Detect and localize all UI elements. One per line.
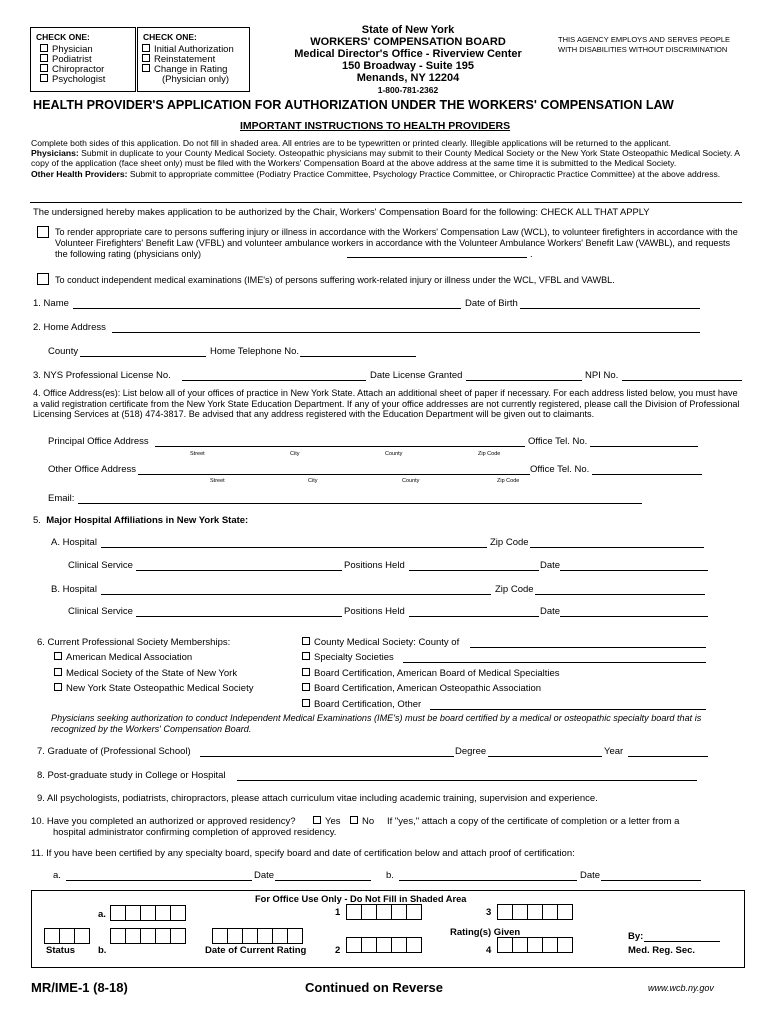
board-b-date-field[interactable] — [601, 880, 701, 881]
status-label: Status — [46, 945, 76, 956]
hospital-a-zip-label: Zip Code — [490, 537, 529, 548]
cv-instruction: 9. All psychologists, podiatrists, chiropractors, please attach curriculum vitae including academic training, supervision and experience. — [37, 793, 598, 804]
hospital-affiliations-heading: 5. Major Hospital Affiliations in New York State: — [33, 515, 249, 526]
checkbox-residency-no[interactable]: No — [350, 816, 374, 827]
specialty-board-question: 11. If you have been certified by any specialty board, specify board and date of certification below and attach proof of certification: — [31, 848, 575, 859]
board-b-label: b. — [386, 870, 394, 881]
checkbox-podiatrist[interactable]: Podiatrist — [40, 54, 92, 65]
instructions-heading: IMPORTANT INSTRUCTIONS TO HEALTH PROVIDERS — [240, 120, 511, 132]
license-label: 3. NYS Professional License No. — [33, 370, 171, 381]
rating-1-label: 1 — [335, 907, 341, 918]
board-a-field[interactable] — [66, 880, 252, 881]
rating-3-label: 3 — [486, 907, 492, 918]
check-one-label: CHECK ONE: — [36, 32, 90, 42]
county-field[interactable] — [80, 356, 206, 357]
ratings-given-label: Rating(s) Given — [450, 927, 521, 938]
non-discrimination-notice: THIS AGENCY EMPLOYS AND SERVES PEOPLE WITH DISABILITIES WITHOUT DISCRIMINATION — [558, 35, 730, 54]
hospital-b-label: B. Hospital — [51, 584, 97, 595]
specialty-societies-field[interactable] — [403, 662, 706, 663]
office-use-title: For Office Use Only - Do Not Fill in Shaded Area — [255, 894, 467, 904]
status-cells — [44, 928, 89, 944]
name-label: 1. Name — [33, 298, 69, 309]
graduate-label: 7. Graduate of (Professional School) — [37, 746, 191, 757]
positions-b-field[interactable] — [409, 616, 539, 617]
checkbox-ime[interactable] — [37, 273, 49, 285]
residency-instruction: If "yes," attach a copy of the certificate of completion or a letter from a — [387, 816, 680, 827]
society-memberships-label: 6. Current Professional Society Memberships: — [37, 637, 231, 648]
principal-office-label: Principal Office Address — [48, 436, 149, 447]
positions-a-label: Positions Held — [344, 560, 405, 571]
postgrad-label: 8. Post-graduate study in College or Hospital — [37, 770, 226, 781]
rating-4-cells — [497, 937, 572, 953]
dob-field[interactable] — [520, 308, 700, 309]
instructions-general: Complete both sides of this application. Do not fill in shaded area. All entries are to be typewritten or printed clearly. Illegible applications will be returned to the applicant. — [31, 138, 671, 148]
degree-field[interactable] — [488, 756, 602, 757]
rating-1-cells — [346, 904, 421, 920]
hospital-a-label: A. Hospital — [51, 537, 97, 548]
med-reg-sec-label: Med. Reg. Sec. — [628, 945, 696, 956]
email-label: Email: — [48, 493, 75, 504]
form-title: HEALTH PROVIDER'S APPLICATION FOR AUTHORIZATION UNDER THE WORKERS' COMPENSATION LAW — [33, 98, 674, 112]
year-label: Year — [604, 746, 624, 757]
name-field[interactable] — [73, 308, 461, 309]
office-b-label: b. — [98, 945, 107, 956]
rating-3-cells — [497, 904, 572, 920]
year-field[interactable] — [628, 756, 708, 757]
hospital-a-zip-field[interactable] — [530, 547, 704, 548]
rating-requested-line[interactable] — [347, 257, 527, 258]
checkbox-ama[interactable]: American Medical Association — [54, 652, 192, 663]
hospital-b-zip-label: Zip Code — [495, 584, 534, 595]
hospital-b-field[interactable] — [101, 594, 491, 595]
period: . — [530, 249, 533, 260]
office-b-cells — [110, 928, 185, 944]
city-sublabel: City — [308, 478, 318, 484]
option-ime-text: To conduct independent medical examinations (IME's) of persons suffering work-related injury or illness under the WCL, VFBL and VAWBL. — [55, 275, 615, 285]
board-a-date-label: Date — [254, 870, 275, 881]
checkbox-abms[interactable]: Board Certification, American Board of Medical Specialties — [302, 668, 560, 679]
license-date-label: Date License Granted — [370, 370, 463, 381]
date-b-label: Date — [540, 606, 561, 617]
by-label: By: — [628, 931, 644, 942]
clinical-service-a-field[interactable] — [136, 570, 342, 571]
checkbox-board-other[interactable]: Board Certification, Other — [302, 699, 421, 710]
board-b-date-label: Date — [580, 870, 601, 881]
other-office-tel-field[interactable] — [592, 474, 702, 475]
board-name: WORKERS' COMPENSATION BOARD — [310, 36, 506, 48]
checkbox-render-care[interactable] — [37, 226, 49, 238]
home-tel-label: Home Telephone No. — [210, 346, 300, 357]
office-address-instructions: 4. Office Address(es): List below all of your offices of practice in New York State. Attach an additional sheet of paper if necessary. For each address listed below, you must have a valid registration certificate from the New York State Education Department. If any of your office addresses are not currently registered, please call the Division of Professional Licensing Services at (518) 474-3817. Be advised that any address registered with the Education Department will be given out to claimants. — [33, 388, 740, 420]
street-sublabel: Street — [190, 451, 205, 457]
date-b-field[interactable] — [560, 616, 708, 617]
county-label: County — [48, 346, 79, 357]
checkbox-residency-yes[interactable]: Yes — [313, 816, 341, 827]
board-a-label: a. — [53, 870, 61, 881]
board-other-field[interactable] — [430, 709, 706, 710]
checkbox-mssny[interactable]: Medical Society of the State of New York — [54, 668, 237, 679]
positions-a-field[interactable] — [409, 570, 539, 571]
checkbox-change-in-rating[interactable]: Change in Rating — [142, 64, 227, 75]
instructions-other-providers: Other Health Providers: Submit to appropriate committee (Podiatry Practice Committee, Psychology Practice Committee, or Chiropractic Practice Committee) at the above address. — [31, 168, 721, 179]
state-name: State of New York — [361, 24, 455, 36]
ime-board-note: Physicians seeking authorization to conduct Independent Medical Examinations (IME's) must be board certified by a medical or osteopathic specialty board that is recognized by the Workers' Compensation Board. — [51, 713, 702, 734]
date-a-label: Date — [540, 560, 561, 571]
office-name: Medical Director's Office - Riverview Center — [294, 48, 522, 60]
city-address: Menands, NY 12204 — [356, 72, 460, 84]
license-date-field[interactable] — [466, 380, 582, 381]
home-tel-field[interactable] — [300, 356, 416, 357]
board-b-field[interactable] — [399, 880, 577, 881]
principal-office-field[interactable] — [155, 446, 525, 447]
office-a-cells — [110, 905, 185, 921]
npi-field[interactable] — [622, 380, 742, 381]
zip-sublabel: Zip Code — [478, 451, 501, 457]
checkbox-reinstatement[interactable]: Reinstatement — [142, 54, 215, 65]
checkbox-aoa[interactable]: Board Certification, American Osteopathic Association — [302, 683, 541, 694]
clinical-service-b-field[interactable] — [136, 616, 342, 617]
office-tel-label: Office Tel. No. — [530, 464, 590, 475]
agency-address-block — [262, 24, 554, 96]
license-field[interactable] — [182, 380, 366, 381]
postgrad-field[interactable] — [237, 780, 697, 781]
checkbox-county-medical-society[interactable]: County Medical Society: County of — [302, 637, 459, 648]
county-of-field[interactable] — [470, 647, 706, 648]
principal-office-tel-field[interactable] — [590, 446, 698, 447]
clinical-service-b-label: Clinical Service — [68, 606, 133, 617]
other-office-field[interactable] — [138, 474, 530, 475]
rating-2-label: 2 — [335, 945, 341, 956]
street-sublabel: Street — [210, 478, 225, 484]
email-field[interactable] — [78, 503, 642, 504]
physician-only-note: (Physician only) — [162, 74, 230, 85]
rating-4-label: 4 — [486, 945, 492, 956]
county-sublabel: County — [402, 478, 420, 484]
current-rating-cells — [212, 928, 302, 944]
website-url: www.wcb.ny.gov — [648, 983, 714, 993]
application-intro: The undersigned hereby makes application to be authorized by the Chair, Workers' Compensation Board for the following: CHECK ALL THAT APPLY — [33, 206, 650, 217]
by-field — [644, 941, 720, 942]
instructions-text — [31, 138, 743, 179]
residency-question: 10. Have you completed an authorized or approved residency? — [31, 816, 296, 827]
city-sublabel: City — [290, 451, 300, 457]
board-a-date-field[interactable] — [275, 880, 371, 881]
clinical-service-a-label: Clinical Service — [68, 560, 133, 571]
checkbox-nysoms[interactable]: New York State Osteopathic Medical Society — [54, 683, 253, 694]
checkbox-specialty-societies[interactable]: Specialty Societies — [302, 652, 394, 663]
degree-label: Degree — [455, 746, 487, 757]
street-address: 150 Broadway - Suite 195 — [341, 60, 475, 72]
rating-2-cells — [346, 937, 421, 953]
check-one-label: CHECK ONE: — [143, 32, 197, 42]
graduate-field[interactable] — [200, 756, 454, 757]
hospital-a-field[interactable] — [101, 547, 487, 548]
dob-label: Date of Birth — [465, 298, 518, 309]
phone-number: 1-800-781-2362 — [377, 85, 439, 95]
office-tel-label: Office Tel. No. — [528, 436, 588, 447]
other-office-label: Other Office Address — [48, 464, 137, 475]
divider — [30, 202, 742, 203]
continued-on-reverse: Continued on Reverse — [305, 980, 443, 995]
home-address-label: 2. Home Address — [33, 322, 106, 333]
current-rating-label: Date of Current Rating — [205, 945, 307, 956]
form-id: MR/IME-1 (8-18) — [31, 980, 128, 995]
county-sublabel: County — [385, 451, 403, 457]
checkbox-psychologist[interactable]: Psychologist — [40, 74, 105, 85]
instructions-physicians: Physicians: Submit in duplicate to your County Medical Society. Osteopathic physicians may submit to their County Medical Society or the New York State Osteopathic Medical Society. A copy of the application (face sheet only) must be filed with the Workers' Compensation Board at the above address at the same time it is submitted to the Medical Society. — [31, 148, 740, 169]
office-a-label: a. — [98, 909, 106, 920]
option-render-care-text: To render appropriate care to persons suffering injury or illness in accordance with the Workers' Compensation Law (WCL), to volunteer firefighters in accordance with the Volunteer Firefighters' Benefit Law (VFBL) and volunteer ambulance workers in accordance with the Volunteer Ambulance Workers' Benefit Law (VAWBL), and requests the following rating (physicians only) — [55, 227, 738, 259]
zip-sublabel: Zip Code — [497, 478, 520, 484]
checkbox-initial-authorization[interactable]: Initial Authorization — [142, 44, 234, 55]
date-a-field[interactable] — [560, 570, 708, 571]
checkbox-physician[interactable]: Physician — [40, 44, 93, 55]
positions-b-label: Positions Held — [344, 606, 405, 617]
residency-instruction-continued: hospital administrator confirming completion of approved residency. — [53, 827, 337, 838]
home-address-field[interactable] — [112, 332, 700, 333]
npi-label: NPI No. — [585, 370, 619, 381]
checkbox-chiropractor[interactable]: Chiropractor — [40, 64, 104, 75]
hospital-b-zip-field[interactable] — [535, 594, 705, 595]
